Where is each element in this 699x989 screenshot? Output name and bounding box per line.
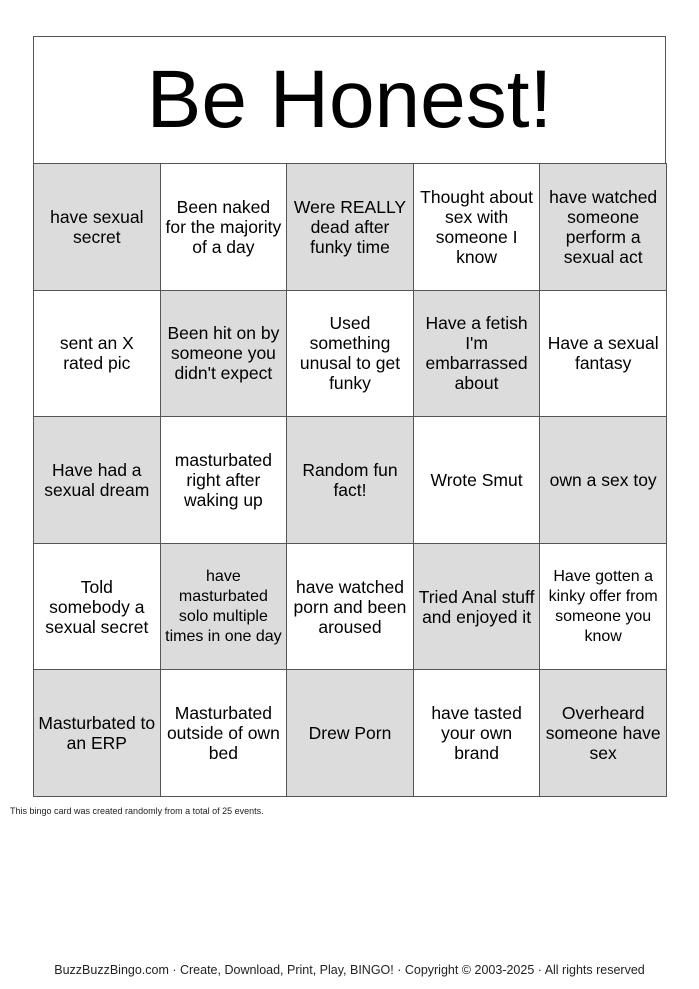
page-footer: BuzzBuzzBingo.com · Create, Download, Print, Play, BINGO! · Copyright © 2003-2025 · All rights reserved — [54, 963, 645, 977]
bingo-cell-text: masturbated right after waking up — [174, 449, 273, 510]
bingo-cell-text: have watched porn and been aroused — [293, 576, 407, 637]
bingo-cell-text: have masturbated solo multiple times in one day — [165, 567, 282, 645]
bingo-cell — [160, 669, 288, 797]
bingo-card — [33, 36, 666, 795]
bingo-cell — [539, 290, 667, 418]
bingo-cell — [286, 290, 414, 418]
bingo-cell — [539, 669, 667, 797]
bingo-cell-text: sent an X rated pic — [59, 333, 134, 374]
bingo-cell-text: own a sex toy — [549, 469, 657, 490]
bingo-cell — [413, 669, 541, 797]
bingo-cell-text: Thought about sex with someone I know — [420, 186, 534, 267]
bingo-cell-text: Masturbated to an ERP — [38, 713, 156, 754]
bingo-cell — [286, 416, 414, 544]
bingo-cell — [160, 163, 288, 291]
bingo-cell — [160, 290, 288, 418]
bingo-cell-text: Been naked for the majority of a day — [165, 196, 282, 257]
bingo-cell-text: have watched someone perform a sexual act — [549, 186, 658, 267]
bingo-cell — [286, 163, 414, 291]
bingo-cell-text: have tasted your own brand — [431, 703, 522, 764]
card-note: This bingo card was created randomly from a total of 25 events. — [10, 806, 264, 816]
bingo-cell-text: Random fun fact! — [302, 459, 398, 500]
bingo-cell — [539, 416, 667, 544]
bingo-cell-text: Wrote Smut — [430, 469, 523, 490]
bingo-cell — [539, 543, 667, 671]
bingo-cell — [413, 290, 541, 418]
bingo-cell — [413, 543, 541, 671]
card-title: Be Honest! — [146, 54, 553, 145]
bingo-cell-text: Used something unusal to get funky — [299, 313, 401, 394]
bingo-cell-text: Have had a sexual dream — [44, 459, 150, 500]
bingo-cell-text: Have gotten a kinky offer from someone you know — [548, 567, 658, 645]
bingo-cell — [33, 416, 161, 544]
bingo-cell — [413, 163, 541, 291]
bingo-cell — [33, 543, 161, 671]
bingo-cell-text: Drew Porn — [308, 723, 392, 744]
bingo-cell-text: Have a sexual fantasy — [547, 333, 659, 374]
bingo-cell-text: Tried Anal stuff and enjoyed it — [418, 586, 535, 627]
bingo-cell — [33, 290, 161, 418]
bingo-cell-text: Were REALLY dead after funky time — [293, 196, 407, 257]
bingo-cell-text: Told somebody a sexual secret — [45, 576, 149, 637]
bingo-cell-text: Masturbated outside of own bed — [166, 703, 280, 764]
bingo-grid — [33, 163, 666, 796]
bingo-cell — [160, 416, 288, 544]
bingo-cell — [33, 163, 161, 291]
bingo-cell — [160, 543, 288, 671]
bingo-cell — [33, 669, 161, 797]
bingo-cell-text: Have a fetish I'm embarrassed about — [425, 313, 528, 394]
bingo-cell — [286, 543, 414, 671]
bingo-cell-text: Been hit on by someone you didn't expect — [167, 323, 280, 384]
bingo-cell — [413, 416, 541, 544]
bingo-cell-text: have sexual secret — [50, 206, 144, 247]
bingo-cell-text: Overheard someone have sex — [545, 703, 661, 764]
bingo-cell — [539, 163, 667, 291]
bingo-cell — [286, 669, 414, 797]
